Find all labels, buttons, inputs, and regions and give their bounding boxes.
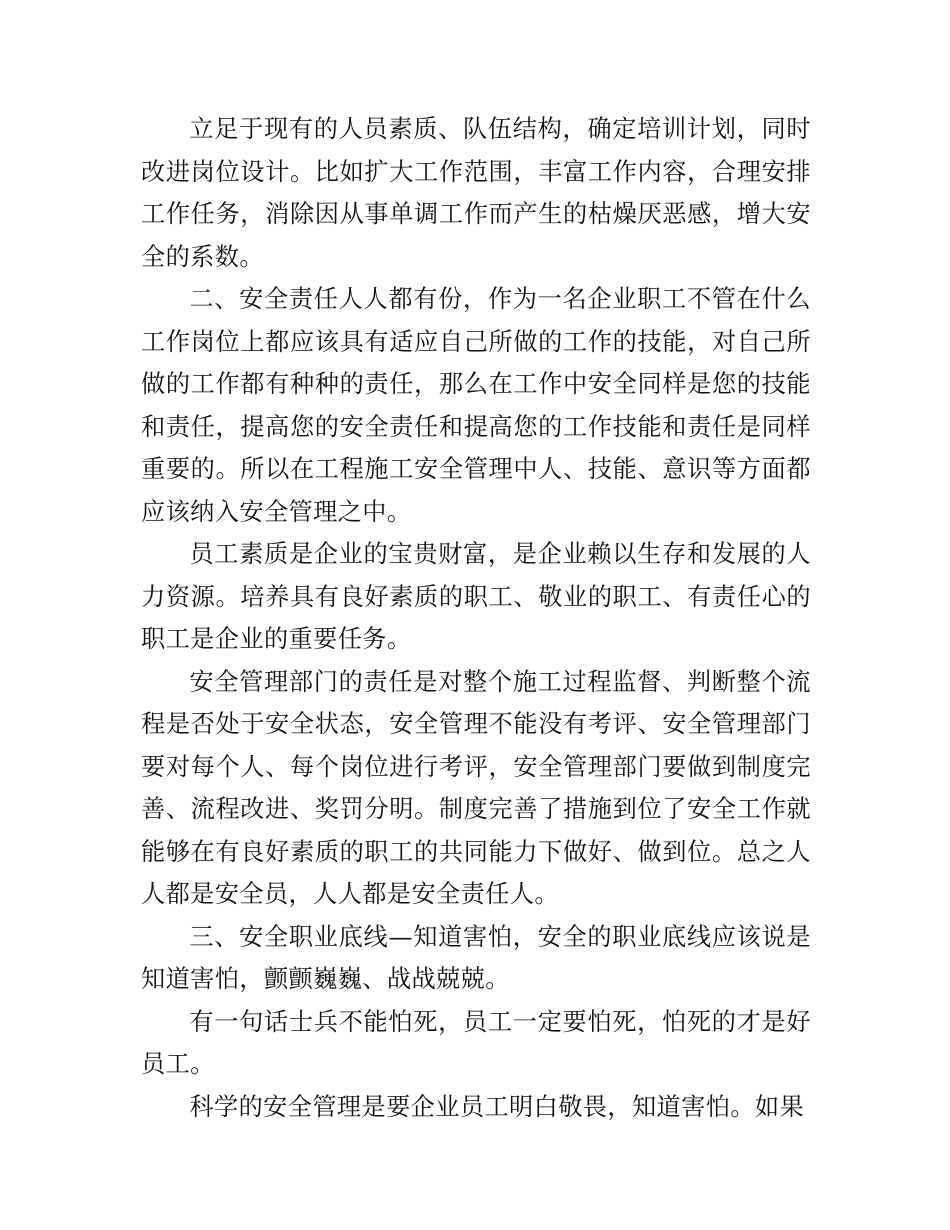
document-body — [141, 108, 811, 1128]
paragraph-training-plan: 立足于现有的人员素质、队伍结构，确定培训计划，同时改进岗位设计。比如扩大工作范围，丰富工作内容，合理安排工作任务，消除因从事单调工作而产生的枯燥厌恶感，增大安全的系数。 — [141, 115, 811, 271]
paragraph-safety-department: 安全管理部门的责任是对整个施工过程监督、判断整个流程是否处于安全状态，安全管理不能没有考评、安全管理部门要对每个人、每个岗位进行考评，安全管理部门要做到制度完善、流程改进、奖罚分明。制度完善了措施到位了安全工作就能够在有良好素质的职工的共同能力下做好、做到位。总之人人都是安全员，人人都是安全责任人。 — [141, 667, 811, 908]
paragraph-safety-bottom-line: 三、安全职业底线—知道害怕，安全的职业底线应该说是知道害怕，颤颤巍巍、战战兢兢。 — [141, 922, 811, 993]
paragraph-scientific-management: 科学的安全管理是要企业员工明白敬畏，知道害怕。如果 — [189, 1092, 805, 1121]
paragraph-safety-responsibility: 二、安全责任人人都有份，作为一名企业职工不管在什么工作岗位上都应该具有适应自己所做的工作的技能，对自己所做的工作都有种种的责任，那么在工作中安全同样是您的技能和责任，提高您的安全责任和提高您的工作技能和责任是同样重要的。所以在工程施工安全管理中人、技能、意识等方面都应该纳入安全管理之中。 — [141, 285, 811, 526]
paragraph-employee-quality: 员工素质是企业的宝贵财富，是企业赖以生存和发展的人力资源。培养具有良好素质的职工、敬业的职工、有责任心的职工是企业的重要任务。 — [141, 540, 811, 653]
paragraph-fear-of-death: 有一句话士兵不能怕死，员工一定要怕死，怕死的才是好员工。 — [141, 1007, 811, 1078]
